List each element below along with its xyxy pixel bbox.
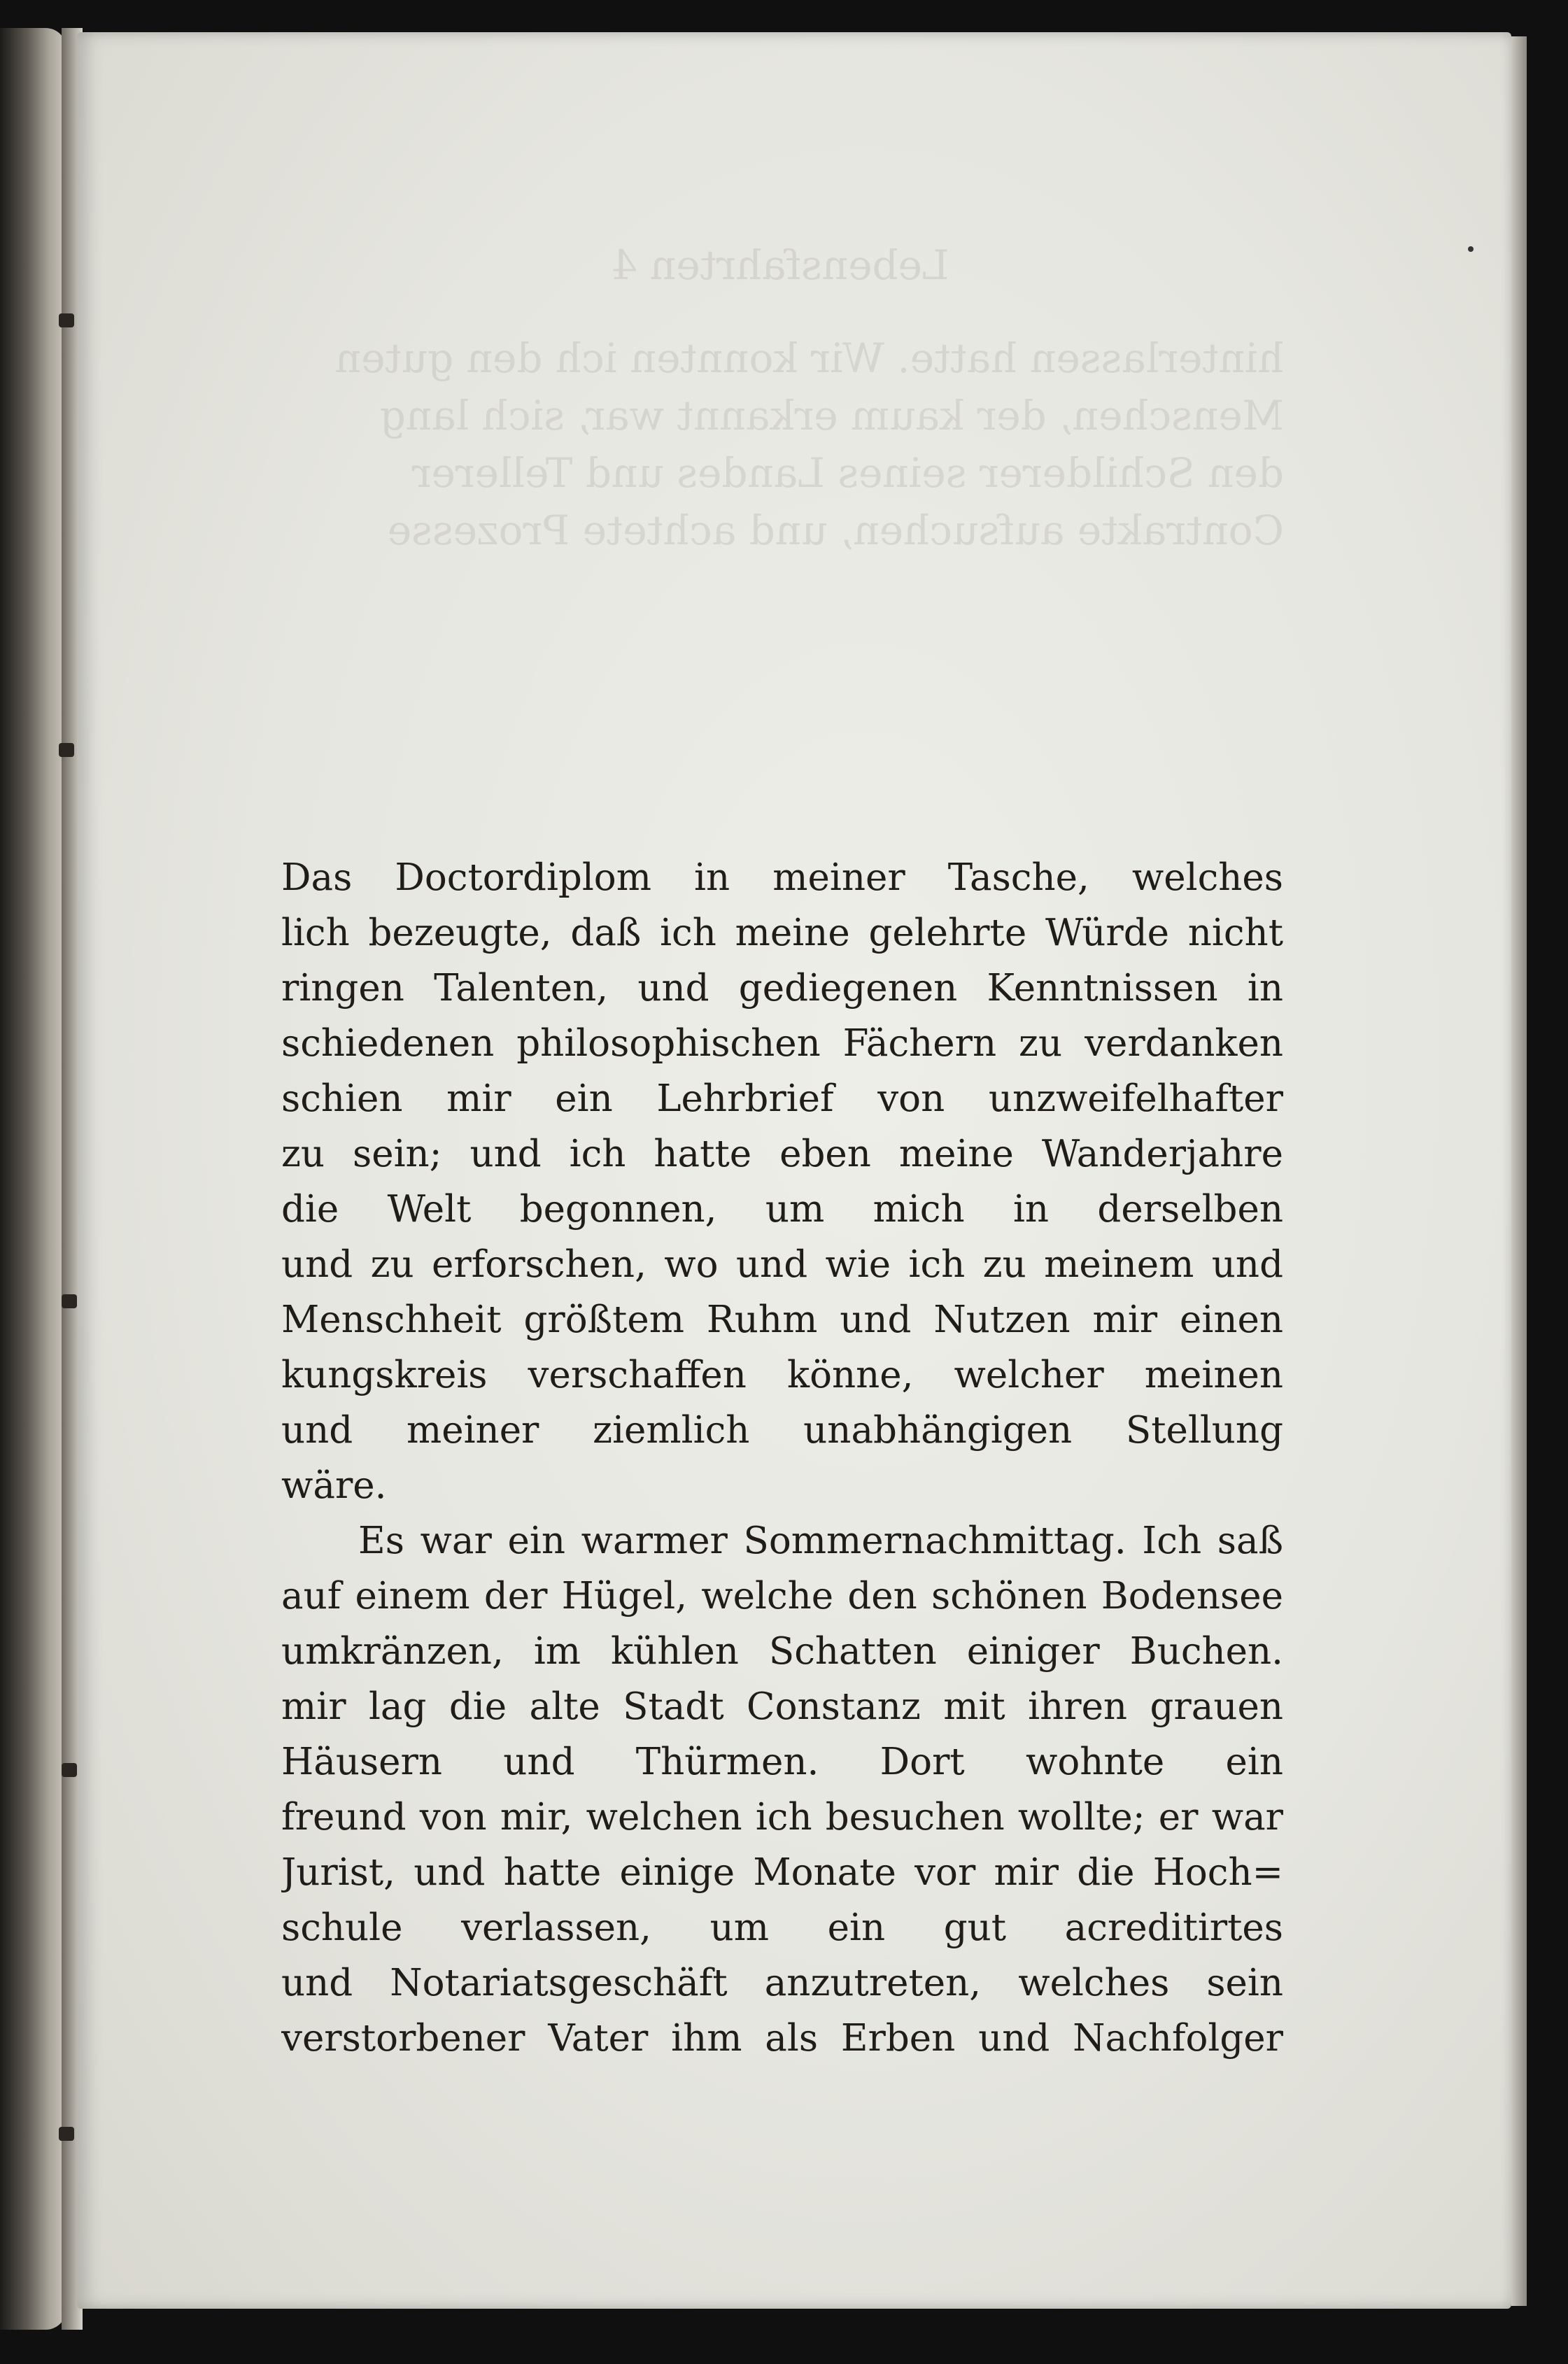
text-line: zu sein; und ich hatte eben meine Wanderjahre (281, 1133, 1283, 1175)
binding-stitch (62, 1763, 77, 1777)
body-text (281, 850, 1283, 2066)
show-through-line: hinterlassen hatte. Wir konnten ich den guten (334, 334, 1284, 382)
text-line: und Notariatsgeschäft anzutreten, welches sein (281, 1962, 1283, 2004)
text-line: lich bezeugte, daß ich meine gelehrte Würde nicht (281, 912, 1283, 954)
show-through-line: Contrakte aufsuchen, und achtete Prozesse (387, 507, 1284, 554)
text-line: freund von mir, welchen ich besuchen wollte; er war (281, 1796, 1283, 1839)
paragraph-1 (281, 850, 1283, 1513)
text-line: auf einem der Hügel, welche den schönen Bodensee (281, 1575, 1283, 1618)
text-line: Das Doctordiplom in meiner Tasche, welches (281, 856, 1283, 899)
text-line: die Welt begonnen, um mich in derselben (281, 1188, 1283, 1231)
text-line: Häusern und Thürmen. Dort wohnte ein (281, 1741, 1283, 1783)
ink-spot (1468, 246, 1474, 252)
page-block-edge (1511, 36, 1527, 2306)
text-line: schiedenen philosophischen Fächern zu verdanken (281, 1022, 1283, 1065)
binding-stitch (62, 1294, 77, 1308)
binding-stitch (59, 2127, 74, 2141)
text-line: und zu erforschen, wo und wie ich zu meinem und (281, 1243, 1283, 1286)
text-line: ringen Talenten, und gediegenen Kenntnissen in (281, 967, 1283, 1010)
text-line: kungskreis verschaffen könne, welcher meinen (281, 1354, 1283, 1396)
text-line: Menschheit größtem Ruhm und Nutzen mir einen (281, 1298, 1283, 1341)
text-line: wäre. (281, 1464, 387, 1507)
show-through-line: Menschen, der kaum erkannt war, sich lang (379, 392, 1284, 439)
text-line: Jurist, und hatte einige Monate vor mir die Hoch= (281, 1851, 1283, 1894)
text-line: verstorbener Vater ihm als Erben und Nachfolger (281, 2017, 1283, 2060)
text-line: umkränzen, im kühlen Schatten einiger Buchen. (281, 1630, 1283, 1673)
previous-page-edge (0, 28, 66, 2330)
show-through-header: Lebensfahrten 4 (611, 241, 949, 289)
binding-stitch (59, 743, 74, 757)
binding-stitch (59, 313, 74, 327)
text-line: mir lag die alte Stadt Constanz mit ihren grauen (281, 1685, 1283, 1728)
text-line: und meiner ziemlich unabhängigen Stellung (281, 1409, 1283, 1452)
text-line: schule verlassen, um ein gut acreditirtes (281, 1906, 1283, 1949)
text-line: Es war ein warmer Sommernachmittag. Ich saß (358, 1520, 1283, 1562)
show-through-line: den Schilderer seines Landes und Tellerer (411, 449, 1284, 497)
text-line: schien mir ein Lehrbrief von unzweifelhafter (281, 1077, 1283, 1120)
paragraph-2 (281, 1513, 1283, 2066)
